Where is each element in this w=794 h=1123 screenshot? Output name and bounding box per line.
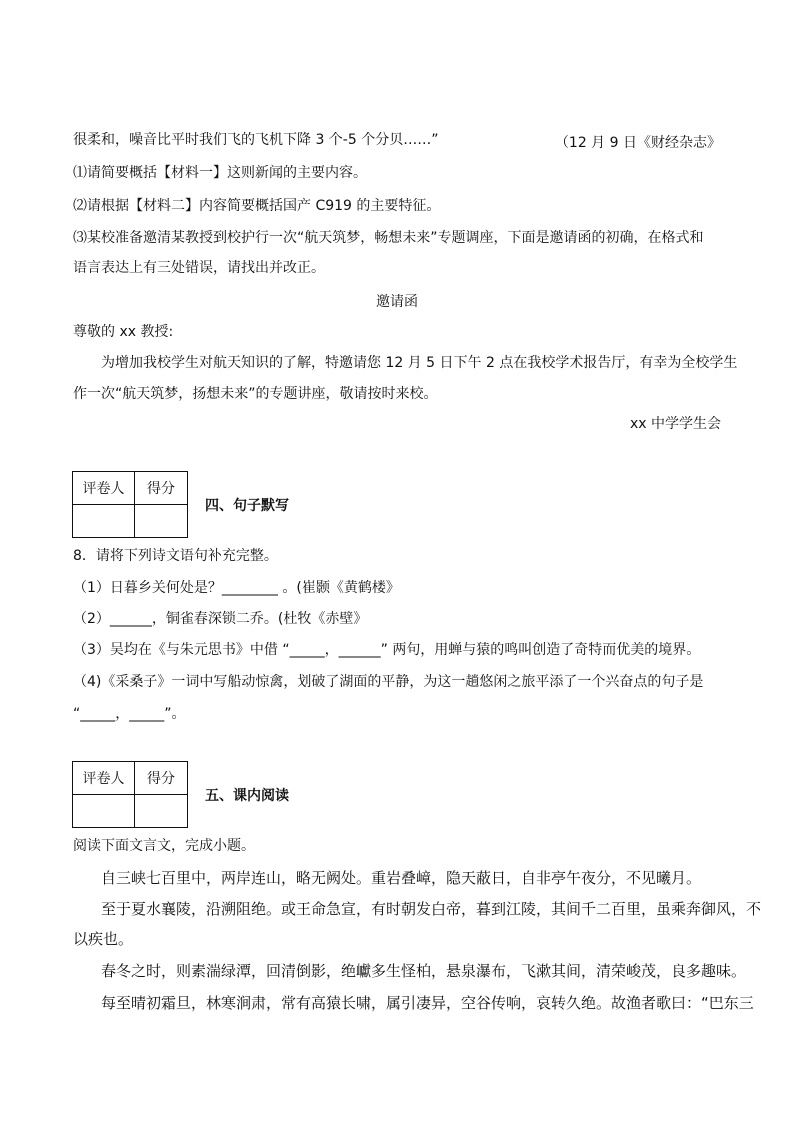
score-cell[interactable] xyxy=(135,505,188,538)
reviewer-label: 评卷人 xyxy=(73,762,135,795)
score-cell[interactable] xyxy=(135,795,188,828)
classical-paragraph-3: 春冬之时，则素湍绿潭，回清倒影，绝巘多生怪柏，悬泉瀑布，飞漱其间，清荣峻茂，良多趣味。 xyxy=(101,962,747,980)
score-label: 得分 xyxy=(135,762,188,795)
score-table-section-4 xyxy=(72,471,188,538)
question-8: 8．请将下列诗文语句补充完整。 xyxy=(73,548,278,564)
question-7-1: ⑴请简要概括【材料一】这则新闻的主要内容。 xyxy=(73,165,367,181)
section-5-title: 五、课内阅读 xyxy=(205,788,289,804)
question-8-item-3: （3）吴均在《与朱元思书》中借 “_____，______” 两句，用蝉与猿的鸣叫创造了奇特而优美的境界。 xyxy=(73,642,701,658)
material-tail-line: 很柔和，噪音比平时我们飞的飞机下降 3 个-5 个分贝……” xyxy=(73,132,439,148)
reviewer-cell[interactable] xyxy=(73,795,135,828)
letter-salutation: 尊敬的 xx 教授: xyxy=(73,324,174,340)
score-table-section-5 xyxy=(72,761,188,828)
question-7-3: ⑶某校准备邀清某教授到校护行一次“航天筑梦，畅想未来”专题调座，下面是邀请函的初确，在格式和 xyxy=(73,230,704,246)
score-label: 得分 xyxy=(135,472,188,505)
classical-paragraph-4: 每至晴初霜旦，林寒涧肃，常有高猿长啸，属引凄异，空谷传响，哀转久绝。故渔者歌曰：“巴东三 xyxy=(101,994,754,1012)
question-7-3-cont: 语言表达上有三处错误，请找出并改正。 xyxy=(73,260,325,276)
material-source: （12 月 9 日《财经杂志》 xyxy=(554,135,721,151)
reviewer-cell[interactable] xyxy=(73,505,135,538)
letter-title: 邀请函 xyxy=(376,294,418,310)
letter-body-line-2: 作一次“航天筑梦，扬想未来”的专题讲座，敬请按时来校。 xyxy=(73,386,438,402)
letter-signature: xx 中学学生会 xyxy=(629,416,721,432)
classical-paragraph-2-cont: 以疾也。 xyxy=(73,930,134,948)
section-5-instruction: 阅读下面文言文，完成小题。 xyxy=(73,838,255,854)
reviewer-label: 评卷人 xyxy=(73,472,135,505)
classical-paragraph-2: 至于夏水襄陵，沿溯阻绝。或王命急宣，有时朝发白帝，暮到江陵，其间千二百里，虽乘奔御风，不 xyxy=(101,900,762,918)
question-7-2: ⑵请根据【材料二】内容简要概括国产 C919 的主要特征。 xyxy=(73,198,441,214)
classical-paragraph-1: 自三峡七百里中，两岸连山，略无阙处。重岩叠嶂，隐天蔽日，自非亭午夜分，不见曦月。 xyxy=(101,869,702,887)
letter-body-line-1: 为增加我校学生对航天知识的了解，特邀请您 12 月 5 日下午 2 点在我校学术报告厅，有幸为全校学生 xyxy=(101,355,738,371)
question-8-item-1: （1）日暮乡关何处是？________ 。(崔颢《黄鹤楼》 xyxy=(73,580,400,596)
question-8-item-4-cont: “_____，_____”。 xyxy=(73,706,186,722)
question-8-item-2: （2）______，铜雀春深锁二乔。(杜牧《赤壁》 xyxy=(73,611,368,627)
question-8-item-4: （4)《采桑子》一词中写船动惊禽，划破了湖面的平静，为这一趟悠闲之旅平添了一个兴奋点的句子是 xyxy=(73,674,704,690)
section-4-title: 四、句子默写 xyxy=(205,498,289,514)
